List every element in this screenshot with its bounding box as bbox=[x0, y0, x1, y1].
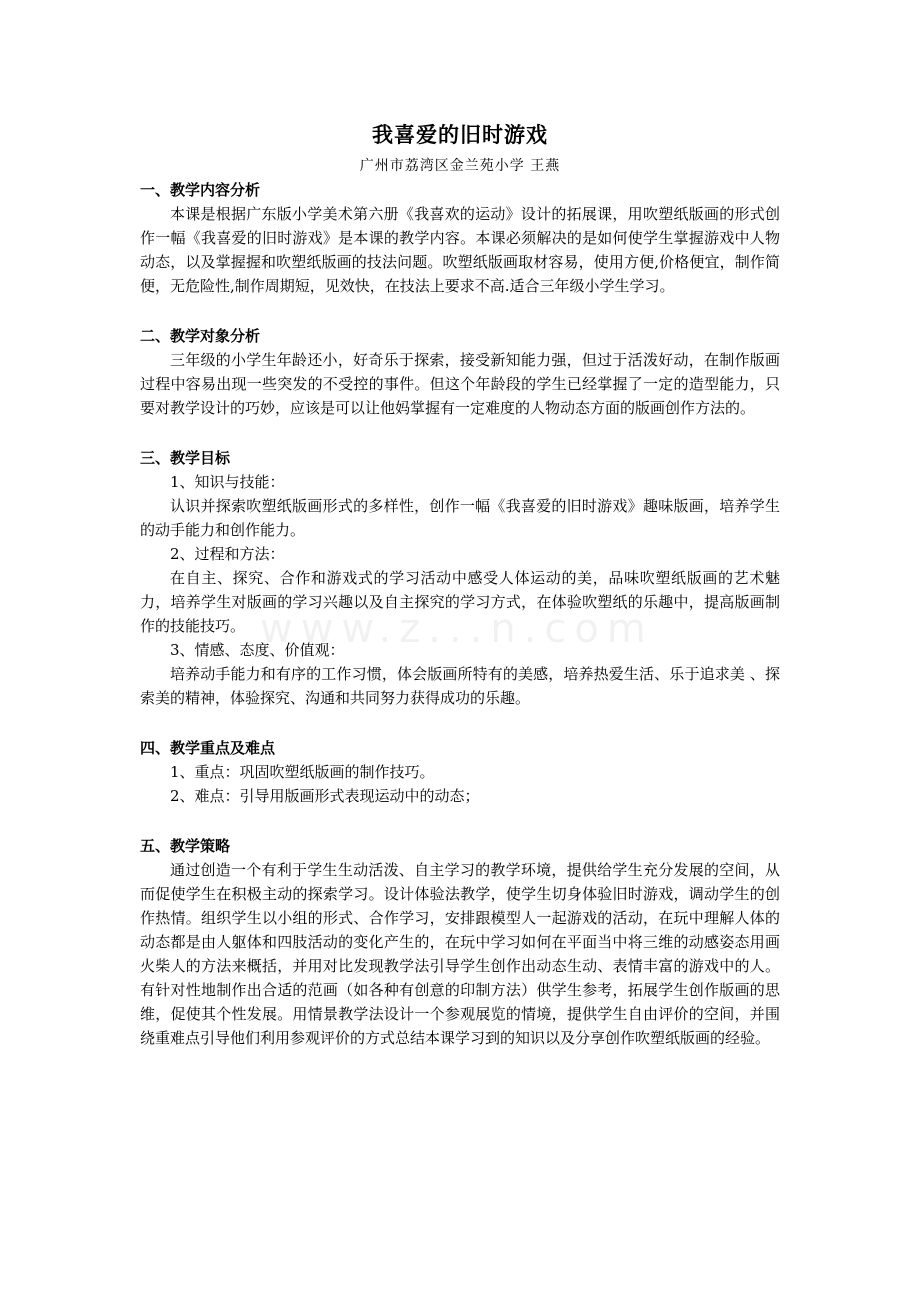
section-audience-analysis bbox=[140, 324, 780, 420]
section-paragraph: 通过创造一个有利于学生生动活泼、自主学习的教学环境，提供给学生充分发展的空间，从而促使学生在积极主动的探索学习。设计体验法教学，使学生切身体验旧时游戏，调动学生的创作热情。组织学生以小组的形式、合作学习，安排跟模型人一起游戏的活动，在玩中理解人体的动态都是由人躯体和四肢活动的变化产生的，在玩中学习如何在平面当中将三维的动感姿态用画火柴人的方法来概括，并用对比发现教学法引导学生创作出动态生动、表情丰富的游戏中的人。有针对性地制作出合适的范画（如各种有创意的印制方法）供学生参考，拓展学生创作版画的思维，促使其个性发展。用情景教学法设计一个参观展览的情境，提供学生自由评价的空间，并围绕重难点引导他们利用参观评价的方式总结本课学习到的知识以及分享创作吹塑纸版画的经验。 bbox=[140, 861, 780, 1047]
watermark: www.z...n.com bbox=[260, 606, 654, 652]
goal-text: 认识并探索吹塑纸版画形式的多样性，创作一幅《我喜爱的旧时游戏》趣味版画，培养学生的动手能力和创作能力。 bbox=[140, 497, 780, 539]
document-page bbox=[140, 118, 780, 1050]
author-line: 广州市荔湾区金兰苑小学 王燕 bbox=[359, 158, 561, 174]
goal-label: 2、过程和方法： bbox=[170, 545, 285, 563]
section-content-analysis bbox=[140, 178, 780, 298]
section-paragraph: 本课是根据广东版小学美术第六册《我喜欢的运动》设计的拓展课，用吹塑纸版画的形式创作一幅《我喜爱的旧时游戏》是本课的教学内容。本课必须解决的是如何使学生掌握游戏中人物动态，以及掌握握和吹塑纸版画的技法问题。吹塑纸版画取材容易，使用方便,价格便宜，制作简便，无危险性,制作周期短，见效快，在技法上要求不高.适合三年级小学生学习。 bbox=[140, 205, 780, 295]
section-heading: 四、教学重点及难点 bbox=[140, 739, 276, 757]
goal-text: 在自主、探究、合作和游戏式的学习活动中感受人体运动的美，品味吹塑纸版画的艺术魅力，培养学生对版画的学习兴趣以及自主探究的学习方式，在体验吹塑纸的乐趣中，提高版画制作的技能技巧。 bbox=[140, 569, 780, 635]
key-point-item: 2、难点：引导用版画形式表现运动中的动态； bbox=[170, 787, 480, 805]
section-heading: 三、教学目标 bbox=[140, 449, 231, 467]
section-heading: 二、教学对象分析 bbox=[140, 327, 261, 345]
key-point-item: 1、重点：巩固吹塑纸版画的制作技巧。 bbox=[170, 763, 435, 781]
goal-text: 培养动手能力和有序的工作习惯，体会版画所特有的美感，培养热爱生活、乐于追求美 、探索美的精神，体验探究、沟通和共同努力获得成功的乐趣。 bbox=[140, 665, 780, 707]
section-teaching-goals bbox=[140, 446, 780, 710]
section-teaching-strategy bbox=[140, 834, 780, 1050]
section-heading: 五、教学策略 bbox=[140, 837, 231, 855]
document-title: 我喜爱的旧时游戏 bbox=[372, 123, 548, 147]
goal-label: 1、知识与技能： bbox=[170, 473, 285, 491]
section-heading: 一、教学内容分析 bbox=[140, 181, 261, 199]
section-paragraph: 三年级的小学生年龄还小，好奇乐于探索，接受新知能力强，但过于活泼好动，在制作版画过程中容易出现一些突发的不受控的事件。但这个年龄段的学生已经掌握了一定的造型能力，只要对教学设计的巧妙，应该是可以让他妈掌握有一定难度的人物动态方面的版画创作方法的。 bbox=[140, 351, 780, 417]
goal-label: 3、情感、态度、价值观： bbox=[170, 641, 345, 659]
section-key-points bbox=[140, 736, 780, 808]
